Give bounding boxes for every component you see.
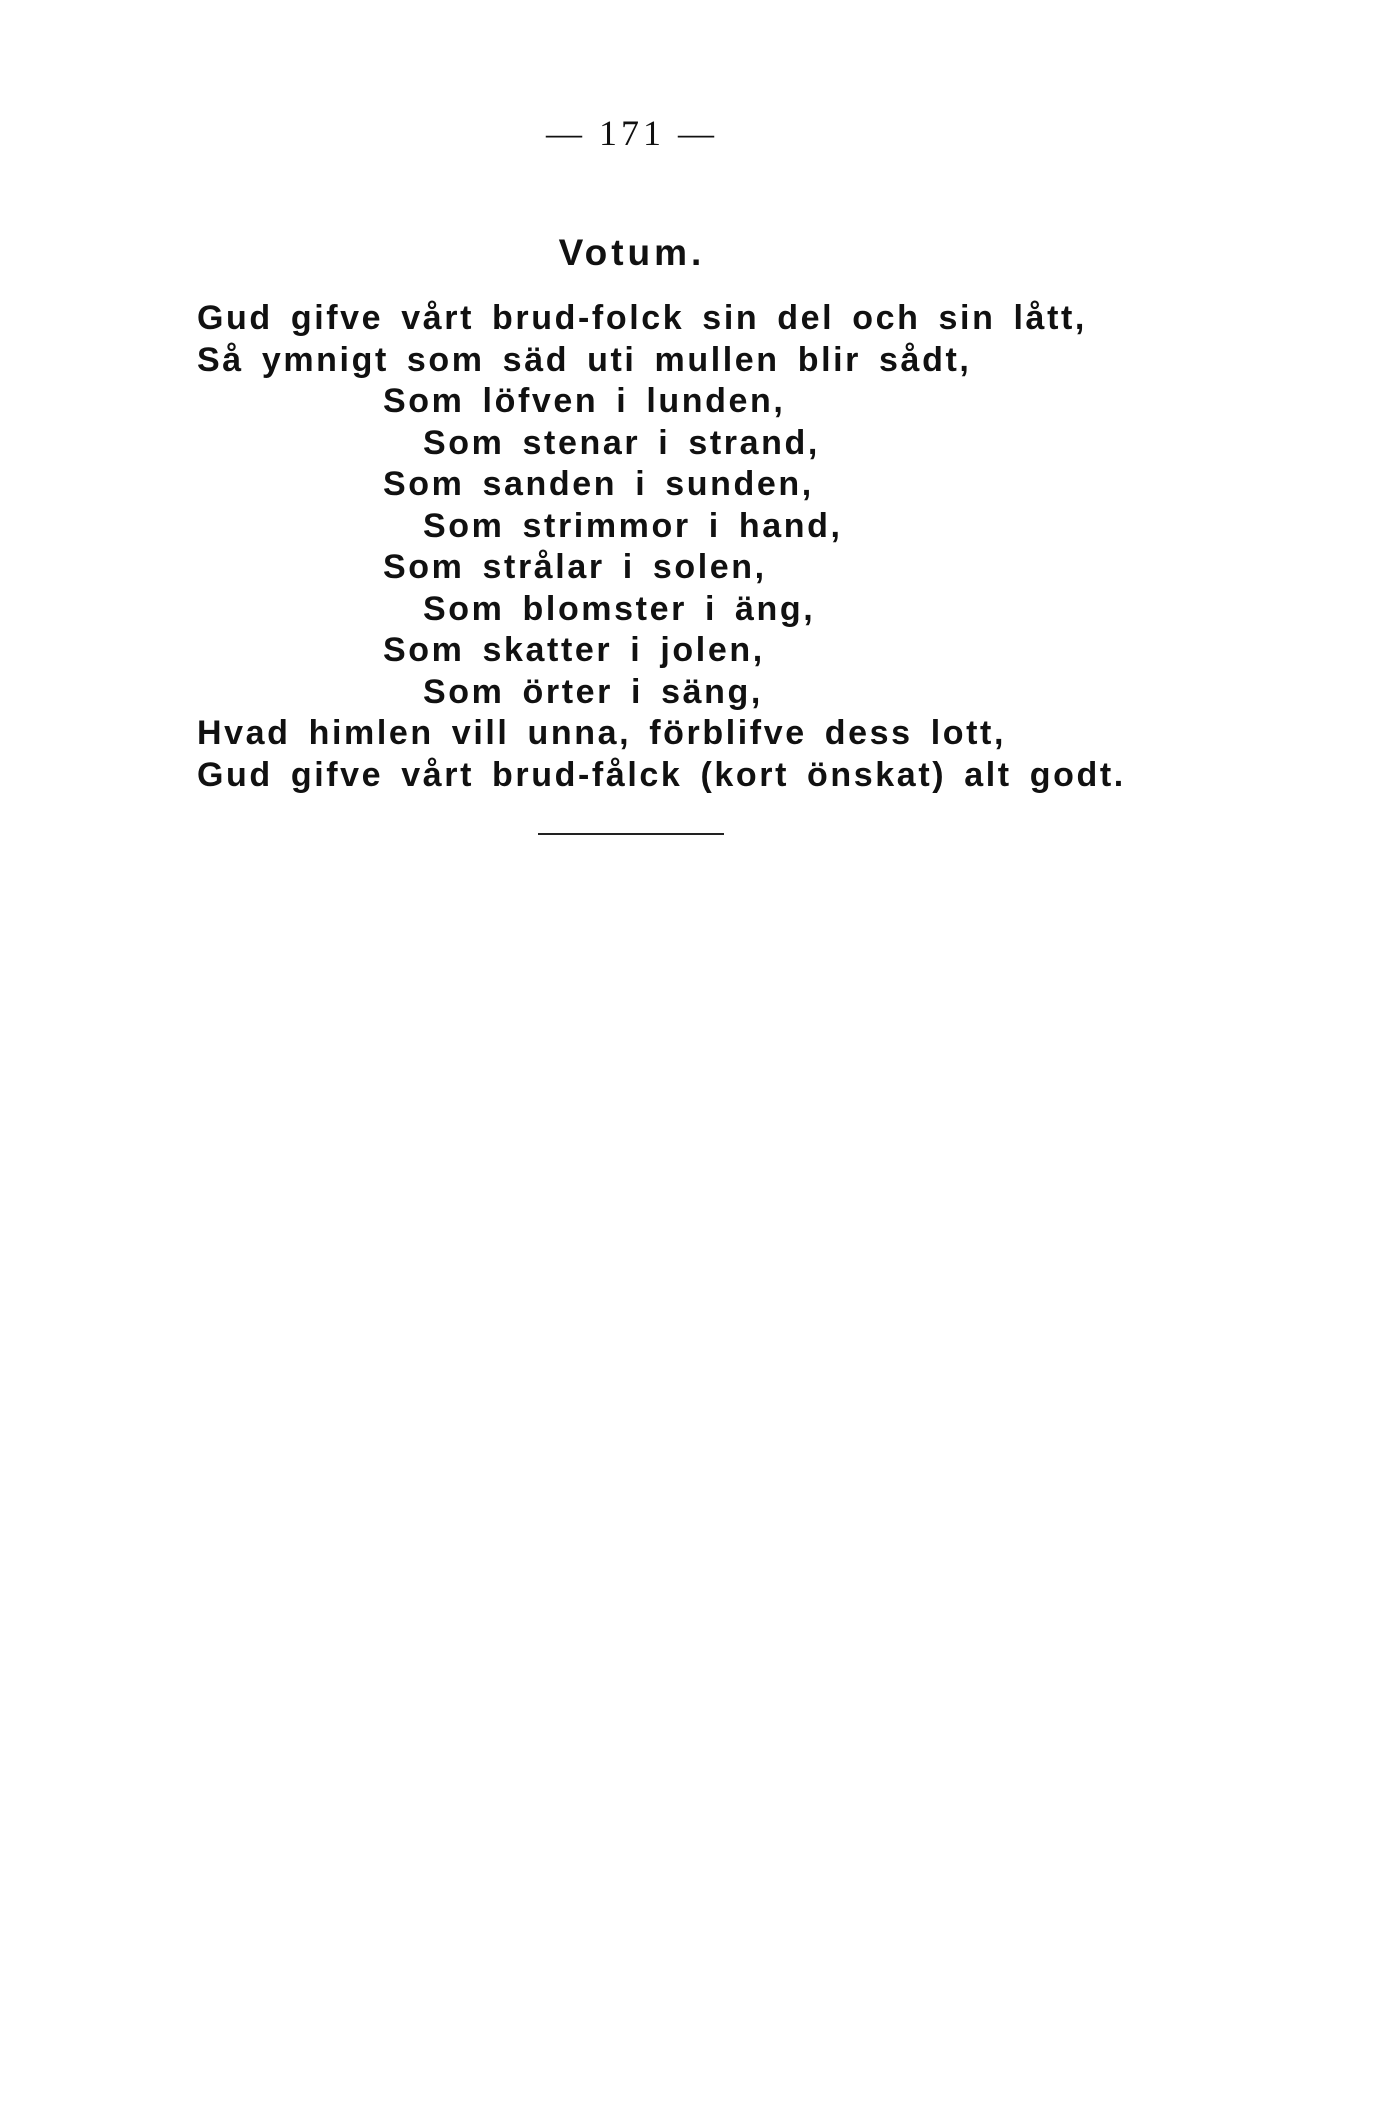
poem-line: Gud gifve vårt brud-fålck (kort önskat) alt godt. bbox=[197, 755, 1126, 794]
poem-line: Gud gifve vårt brud-folck sin del och sin lått, bbox=[197, 299, 1087, 337]
poem-line: Som strimmor i hand, bbox=[423, 506, 843, 545]
poem-line: Som strålar i solen, bbox=[383, 548, 767, 586]
poem-body bbox=[0, 298, 1126, 796]
poem-line: Som stenar i strand, bbox=[423, 423, 820, 462]
poem-title: Votum. bbox=[558, 232, 706, 273]
closing-rule bbox=[538, 833, 724, 835]
poem-line: Som örter i säng, bbox=[423, 672, 763, 711]
poem-line: Som löfven i lunden, bbox=[383, 382, 786, 420]
poem-line: Så ymnigt som säd uti mullen blir sådt, bbox=[197, 340, 972, 379]
poem-line: Som sanden i sunden, bbox=[383, 465, 814, 503]
poem-line: Hvad himlen vill unna, förblifve dess lott, bbox=[197, 714, 1007, 752]
page-number: — 171 — bbox=[546, 113, 718, 153]
poem-line: Som blomster i äng, bbox=[423, 589, 816, 628]
poem-line: Som skatter i jolen, bbox=[383, 631, 765, 669]
